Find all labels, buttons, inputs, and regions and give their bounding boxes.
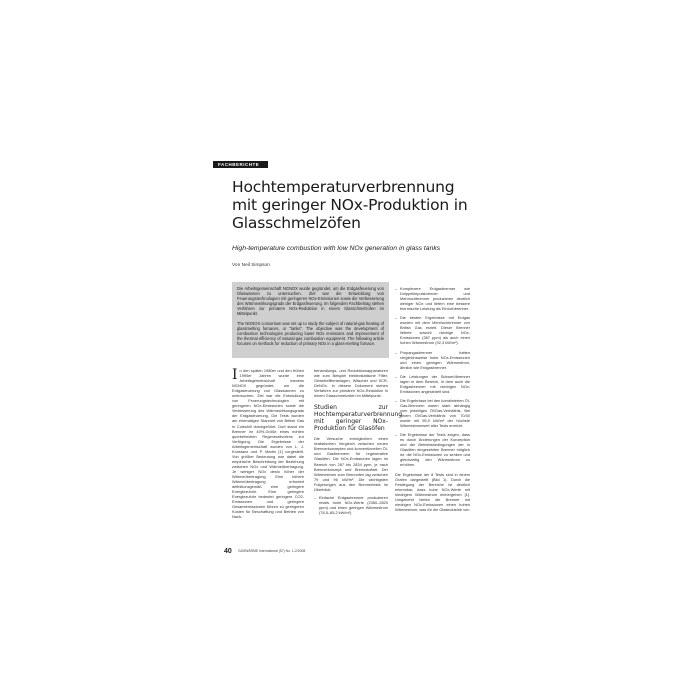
column-2-paragraph-1: behandlungs- und Reduktionsapparaturen wie zum Beispiel elektrostatische Filter, Gewebefilteranlagen, Wäscher und SCR-DeNOx. In diesem Dokument stehen Verfahren zur primären NOx-Reduktion in einem Glasschmelzofen im Mittelpunkt. — [314, 368, 388, 399]
dropcap: I — [232, 367, 238, 383]
text-column-2 — [314, 368, 403, 519]
column-2-paragraph-2: Die Versuche ermöglichten einen realistischen Vergleich zwischen neuen Brennerkonzepten und konventionellen Öl- und Gasbrennern für regenerative Glasöfen. Die NOx-Emissionen lagen im Bereich von 287 bis 2834 ppm, je nach Brennerkonzept und Brennstoffart. Der Wärmestrom zum Brennofen lag zwischen 79 und 96 kW/m². Die wichtigsten Folgerungen aus den Brennertests im Überblick: — [314, 436, 388, 492]
author-line: Von Neil Simpson — [232, 263, 270, 268]
findings-list — [395, 286, 470, 468]
magazine-page — [202, 128, 496, 610]
section-tag: FACHBERICHTE — [213, 161, 268, 168]
page-number: 40 — [224, 548, 232, 555]
findings-item: – Einfache Erdgasbrenner produzieren relativ hohe NOx-Werte (2360–2820 ppm) und einen geringen Wärmestrom (78,5–85,2 kW/m²). — [314, 495, 388, 515]
title-line-2: mit geringer NOx-Produktion in — [232, 196, 468, 214]
article-subtitle: High-temperature combustion with low NOx generation in glass tanks — [232, 245, 441, 252]
findings-item: – Die besten Ergebnisse mit Erdgas wurden mit dem Mehrlochbrenner von British Gas erzielt. Dieser Brenner lieferte sowohl niedrige NOx-Emissionen (387 ppm) als auch einen hohen Wärmestrom (92,3 kW/m²). — [395, 315, 470, 345]
findings-item: – Propangasbrenner hatten vergleichsweise hohe NOx-Emissionen und einen geringen Wärmestrom, ähnlich wie Erdgasbrenner. — [395, 350, 470, 370]
findings-item: – Komplexere Erdgasbrenner wie Dolppelimpulsbrenner und Mehrlochbrenner produzieren deutlich weniger NOx und liefern eine bessere thermische Leistung als Einlochbrenner. — [395, 286, 470, 311]
findings-list-start — [314, 495, 388, 515]
findings-item: – Die Leistungen der Schwerölbrenner lagen in dem Bereich, in dem auch die Erdgasbrenner mit niedrigen NOx-Emissionen angesiedelt sind. — [395, 374, 470, 394]
column-1-text: n den späten 1980er und den frühen 1990er Jahren wurde eine Arbeitsgemeinschaft namens NGNOX gegründet, um die Erdgasfeuerung von Glaswannen zu untersuchen. Ziel war die Entwicklung von Feuerungstechnologien mit geringeren NOx-Emissionen sowie die Verbesserung des Wärmewirkungsgrads der Erdgasfeuerung. Die Tests wurden am ehemaligen Standort von British Gas in Coleshill durchgeführt. Dort stand ein Brenner im 40%-Größe eines echten querbeheizten Regenerativofens zur Verfügung. Die Ergebnisse der Arbeitsgemeinschaft wurden von L. J. Konstanz und P. Martin [1] vorgestellt. Von größter Bedeutung war dabei die empirische Beschreibung der Beziehung zwischen NOx und Wärmeübertragung. Je weniger NOx desto höher der Wärmeübertragung. Eine höhere Wärmeübertragung erfordert definitionsgemäß eine geringere Energiezufuhr. Eine geringere Energiezufuhr bedeutet geringere CO2-Emissionen und geringere Gesamtemissionen führen zu geringeren Kosten für Beschaffung und Betrieb von Nach- — [232, 368, 304, 520]
abstract-german: Die Arbeitsgemeinschaft NGNOX wurde gegründet, um die Erdgasfeuerung von Glaswannen zu untersuchen. Ziel war die Entwicklung von Feuerungstechnologien mit geringeren NOx-Emissionen sowie die Verbesserung des Wärmewirkungsgrads der Erdgasfeuerung. Im folgenden Fachbeitrag stehen Verfahren zur primären NOx-Reduktion in einem Glasschmelzofen im Mittelpunkt. — [237, 286, 384, 317]
abstract-english: The NGNOX consortium was set up to study the subject of natural-gas heating of glassmelting furnaces, or "tanks". The objective was the development of combustion technologies producing lower NOx emissions and improvement of the thermal efficiency of natural-gas combustion equipment. The following article focuses on methods for reduction of primary NOx in a glass-melting furnace. — [237, 320, 384, 346]
abstract-box — [232, 282, 389, 358]
findings-item: – Die Ergebnisse der Tests zeigen, dass es durch Änderungen der Konzeption und der Betriebsbedingungen der in Glasöfen eingesetzten Brenner möglich ist, die NOx-Emissionen zu senken und gleichzeitig den Wärmestrom zu erhöhen. — [395, 432, 470, 467]
text-column-1 — [232, 368, 304, 522]
section-heading: Studien zur Hochtemperaturverbrennung mit geringer NOx-Produktion für Glasöfen — [314, 404, 403, 433]
title-line-3: Glasschmelzöfen — [232, 214, 361, 232]
title-line-1: Hochtemperaturverbrennung — [232, 178, 455, 196]
column-3-paragraph: Die Ergebnisse der 8 Tests sind in einem Grafen dargestellt (Bild 1). Durch die Festlegung der Bereiche ist deutlich erkennbar, dass hohe NOx-Werte mit niedrigem Wärmestrom einhergehen [1]. Umgekehrt bieten die Brenner mit niedrigen NOx-Emissionen einen hohen Wärmestrom, was für die Glasindustrie von — [395, 471, 470, 512]
column-1-paragraph — [232, 368, 304, 519]
text-column-3 — [395, 286, 470, 515]
footer-citation: GASWÄRME International (57) No. 1-2/2008 — [238, 549, 306, 553]
article-title — [232, 178, 487, 232]
findings-item: – Die Ergebnisse bei den kombinierten Öl-Gas-Brennern waren stark abhängig vom jeweiligen Öl/Gas-Verhältnis. Bei einem Öl/Gas-Verhältnis von 70/30 wurde mit 95,9 kW/m² der höchste Wärmestromwert aller Tests erreicht. — [395, 398, 470, 428]
